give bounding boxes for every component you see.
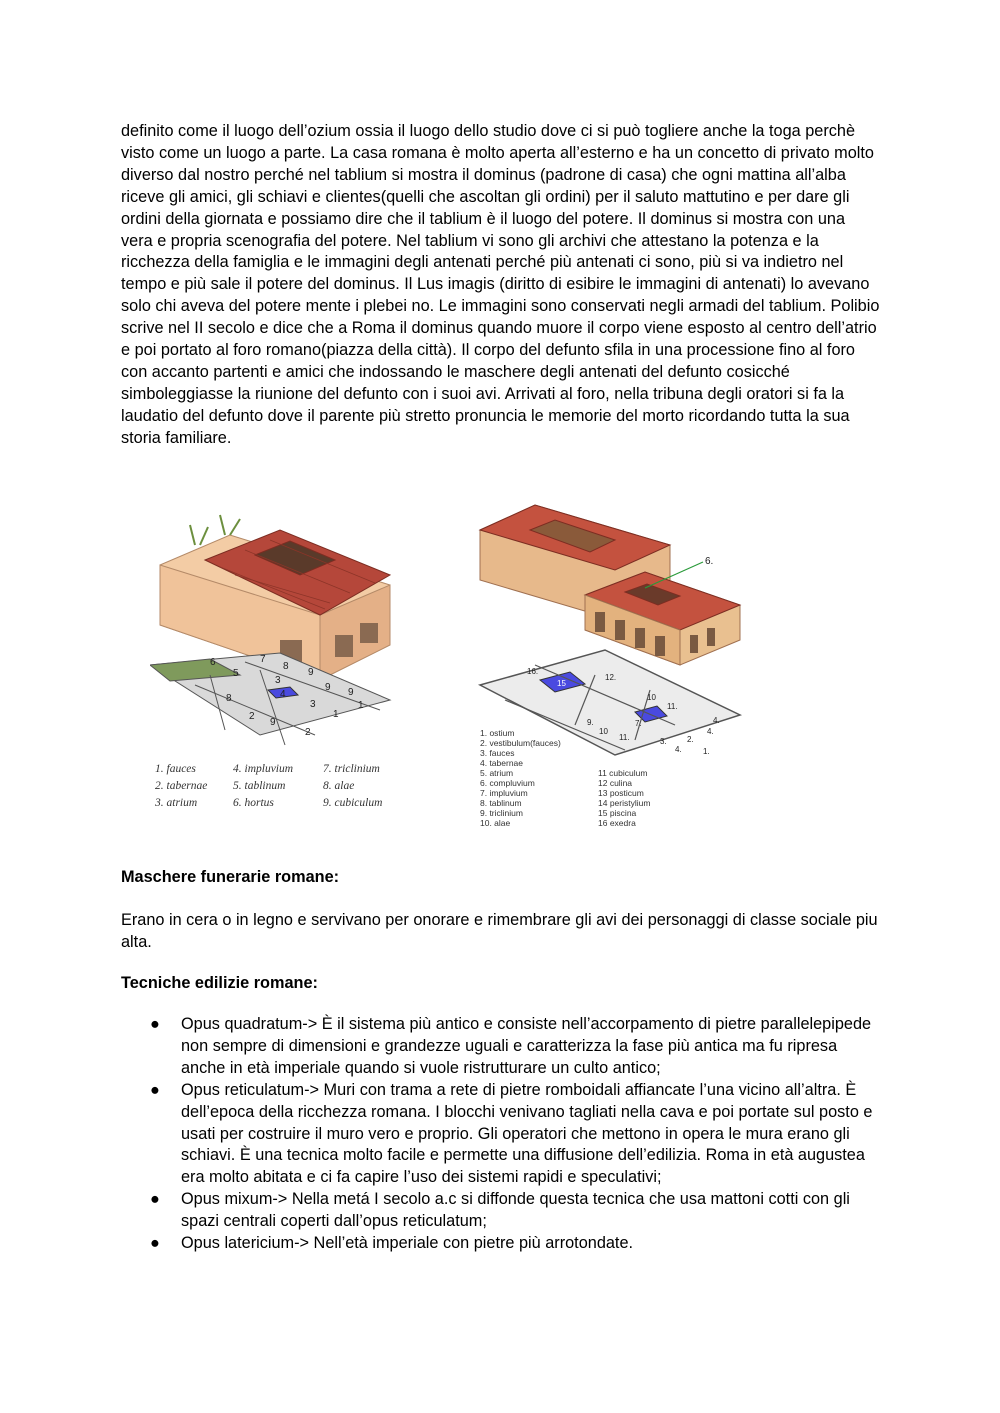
list-item-text: Opus quadratum-> È il sistema più antico e consiste nell’accorpamento di pietre parallelepipede non sempre di dimensioni e grandezze uguali e caratterizza la fase più antica ma fu ripresa anche in età imperiale quando si vuole ristrutturare un culto antico; [181, 1015, 872, 1077]
bullet-icon: ● [150, 1234, 160, 1253]
legend-left-item: 6. hortus [233, 797, 274, 809]
legend-right-item: 7. impluvium [480, 788, 528, 798]
plan-number: 12. [605, 673, 617, 682]
legend-right-item: 5. atrium [480, 768, 514, 778]
section-heading-maschere: Maschere funerarie romane: [121, 868, 340, 886]
plan-number: 4. [707, 727, 714, 736]
plan-number: 9. [587, 718, 594, 727]
list-item-text: Opus latericium-> Nell’età imperiale con pietre più arrotondate. [181, 1234, 634, 1253]
plan-number: 3. [660, 737, 667, 746]
legend-left-item: 8. alae [323, 780, 355, 792]
plan-number: 8 [283, 661, 289, 672]
list-item [121, 1014, 881, 1080]
legend-right-item: 3. fauces [480, 748, 515, 758]
plan-number: 10 [647, 693, 656, 702]
plan-number: 3 [275, 675, 281, 686]
list-item [121, 1233, 881, 1255]
legend-right-item: 10. alae [480, 818, 511, 828]
techniques-list [121, 1014, 881, 1255]
plan-number: 7. [635, 719, 642, 728]
plan-number: 11. [667, 702, 678, 711]
legend-right-item: 13 posticum [598, 788, 644, 798]
legend-right-item: 14 peristylium [598, 798, 651, 808]
legend-right-item: 11 cubiculum [598, 768, 648, 778]
legend-right-item: 4. tabernae [480, 758, 524, 768]
list-item [121, 1189, 881, 1233]
section-heading-tecniche: Tecniche edilizie romane: [121, 974, 318, 992]
legend-right-item: 8. tablinum [480, 798, 522, 808]
plan-number: 9 [308, 667, 314, 678]
domus-illustration-left [150, 505, 410, 815]
bullet-icon: ● [150, 1015, 160, 1033]
plan-number: 1 [333, 709, 339, 720]
legend-right-item: 2. vestibulum(fauces) [480, 738, 561, 748]
list-item [121, 1080, 881, 1190]
legend-right-item: 12 culina [598, 778, 633, 788]
plan-number: 4. [713, 716, 720, 725]
plan-number: 8 [226, 693, 232, 704]
plan-number: 9 [325, 682, 331, 693]
list-item-text: Opus reticulatum-> Muri con trama a rete di pietre romboidali affiancate l’una vicino all’altra. È dell’epoca della ricchezza romana. I blocchi venivano tagliati nella cava e poi portate sul posto e usati per costruire il muro vero e proprio. Gli operatori che mettono in opera le mura erano gli schiavi. È una tecnica molto facile e permette una diffusione dell’edilizia. Roma in età augustea era molto abitata e ci fa capire l’uso dei sistemi rapidi e speculativi; [181, 1080, 873, 1187]
plan-number: 2. [687, 735, 694, 744]
legend-left-item: 3. atrium [155, 797, 198, 809]
legend-left-item: 7. triclinium [323, 763, 380, 775]
legend-right-item: 9. triclinium [480, 808, 523, 818]
legend-left-item: 1. fauces [155, 763, 196, 775]
legend-left-item: 5. tablinum [233, 780, 286, 792]
plan-number: 16. [527, 667, 539, 676]
legend-right-item: 15 piscina [598, 808, 637, 818]
intro-paragraph: definito come il luogo dell’ozium ossia il luogo dello studio dove ci si può togliere anche la toga perchè visto come un luogo a parte. La casa romana è molto aperta all’esterno e ha un concetto di privato molto diverso dal nostro perché nel tablium si mostra il dominus (padrone di casa) che ogni mattina all’alba riceve gli amici, gli schiavi e clientes(quelli che ascoltan gli ordini) per il saluto mattutino e per dare gli ordini della giornata e possiamo dire che il tablium è il luogo del potere. Il dominus si mostra con una vera e propria scenografia del potere. Nel tablium vi sono gli archivi che attestano la potenza e la ricchezza della famiglia e le immagini degli antenati perché più antenati ci sono, più si va indietro nel tempo e più sale il potere del dominus. Il Lus imagis (diritto di esibire le immagini di antenati) lo avevano solo chi aveva del potere mente i plebei no. Le immagini sono conservati negli armadi del tablium. Polibio scrive nel II secolo e dice che a Roma il dominus quando muore il corpo viene esposto al centro dell’atrio e poi portato al foro romano(piazza della città). Il corpo del defunto sfila in una processione fino al foro con accanto partenti e amici che indossando le maschere degli antenati del defunto cosicché simboleggiasse la riunione del defunto con i suoi avi. Arrivati al foro, nella tribuna degli oratori si fa la laudatio del defunto dove il parente più stretto pronuncia le memorie del morto ricordando tutta la sua storia familiare. [121, 122, 880, 447]
legend-left-item: 4. impluvium [233, 763, 294, 775]
legend-right-item: 1. ostium [480, 728, 515, 738]
plan-number: 2 [305, 727, 311, 738]
plan-number: 1. [703, 747, 710, 756]
domus-illustration-right [475, 500, 750, 830]
plan-number: 11. [619, 733, 630, 742]
plan-number: 9 [270, 717, 276, 728]
list-item-text: Opus mixum-> Nella metá I secolo a.c si diffonde questa tecnica che usa mattoni cotti con gli spazi centrali coperti dall’opus reticulatum; [181, 1190, 850, 1231]
plan-number: 4 [280, 689, 286, 700]
plan-number: 3 [310, 699, 316, 710]
plan-number: 7 [260, 654, 266, 665]
legend-right-item: 16 exedra [598, 818, 636, 828]
plan-number: 10 [599, 727, 608, 736]
legend-left-item: 9. cubiculum [323, 797, 383, 809]
legend-left-item: 2. tabernae [155, 780, 208, 792]
section-text-maschere: Erano in cera o in legno e servivano per onorare e rimembrare gli avi dei personaggi di classe sociale piu alta. [121, 911, 878, 951]
plan-number: 4. [675, 745, 682, 754]
plan-number: 6 [210, 657, 216, 668]
bullet-icon: ● [150, 1080, 160, 1099]
plan-number: 1 [358, 700, 364, 711]
legend-right-item: 6. compluvium [480, 778, 535, 788]
plan-number: 9 [348, 687, 354, 698]
plan-number: 5 [233, 668, 239, 679]
plan-number: 2 [249, 711, 255, 722]
bullet-icon: ● [150, 1190, 160, 1209]
plan-number: 15 [557, 679, 566, 688]
callout-label: 6. [705, 556, 714, 567]
